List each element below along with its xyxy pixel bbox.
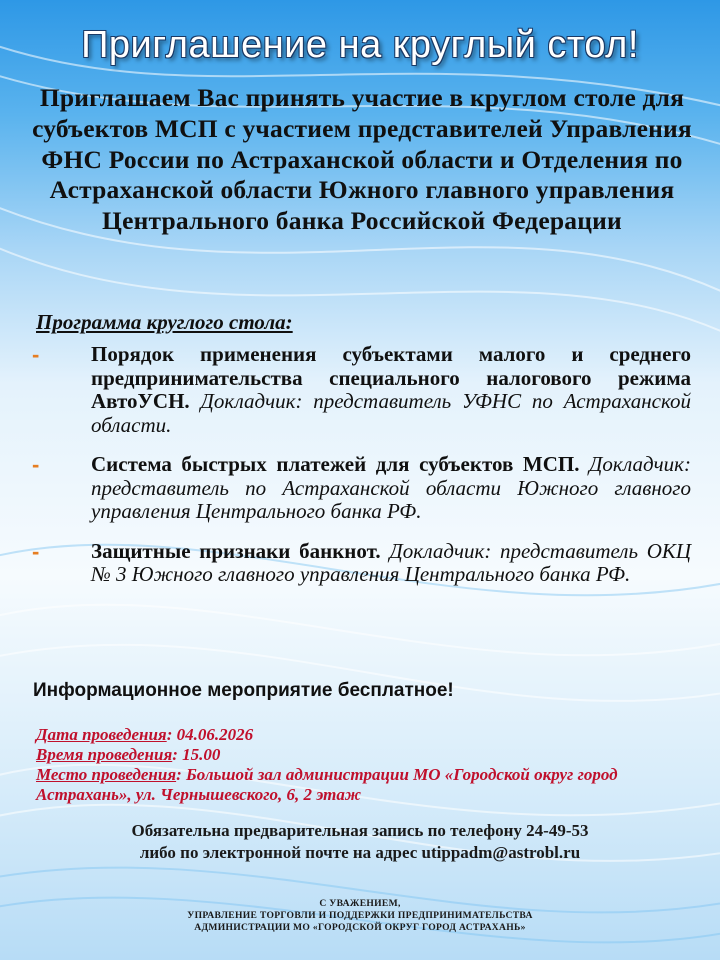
program-item-speaker: Докладчик: представитель по Астраханской области Южного главного управления Центрального банка РФ.: [91, 452, 691, 523]
time-label: Время проведения: [36, 745, 173, 764]
program-item: [0, 343, 691, 437]
program-title: Программа круглого стола:: [36, 310, 293, 334]
list-bullet: -: [32, 342, 40, 367]
signature-department: УПРАВЛЕНИЕ ТОРГОВЛИ И ПОДДЕРЖКИ ПРЕДПРИНИМАТЕЛЬСТВА: [187, 910, 533, 921]
program-item-topic: Защитные признаки банкнот.: [91, 538, 381, 563]
date-value: : 04.06.2026: [166, 725, 254, 744]
registration-phone: Обязательна предварительная запись по телефону 24-49-53: [131, 821, 589, 840]
place-value: : Большой зал администрации МО «Городской округ город Астрахань», ул. Чернышевского, 6, 2 этаж: [36, 765, 618, 804]
program-item-text: [91, 453, 691, 524]
program-item-text: [91, 343, 691, 437]
program-item-topic: Система быстрых платежей для субъектов МСП.: [91, 452, 580, 476]
event-date: [36, 725, 696, 745]
program-item-text: [91, 540, 691, 587]
page-title: Приглашение на круглый стол!: [81, 24, 639, 66]
signature-greeting: С УВАЖЕНИЕМ,: [319, 898, 401, 909]
signature-administration: АДМИНИСТРАЦИИ МО «ГОРОДСКОЙ ОКРУГ ГОРОД АСТРАХАНЬ»: [194, 922, 526, 933]
event-details: [36, 725, 696, 805]
program-item: [0, 453, 691, 524]
time-value: : 15.00: [172, 745, 221, 764]
free-event-note: Информационное мероприятие бесплатное!: [33, 680, 454, 701]
invitation-text: Приглашаем Вас принять участие в круглом столе для субъектов МСП с участием представителей Управления ФНС России по Астраханской области и Отделения по Астраханской области Южного главного управления Центрального банка Российской Федерации: [32, 83, 692, 236]
registration-info: [0, 820, 720, 864]
program-item-speaker: Докладчик: представитель ОКЦ № 3 Южного главного управления Центрального банка РФ.: [91, 538, 692, 586]
program-item-speaker: Докладчик: представитель УФНС по Астраханской области.: [91, 389, 692, 437]
program-item: [0, 540, 691, 587]
event-place: [36, 765, 696, 805]
program-list: [0, 343, 720, 603]
place-label: Место проведения: [36, 765, 177, 784]
registration-email: либо по электронной почте на адрес utippadm@astrobl.ru: [139, 843, 581, 862]
list-bullet: -: [32, 452, 40, 477]
program-item-topic: Порядок применения субъектами малого и среднего предпринимательства специального налогового режима АвтоУСН.: [91, 342, 691, 413]
event-time: [36, 745, 696, 765]
list-bullet: -: [32, 538, 40, 564]
signature-block: [0, 898, 720, 934]
date-label: Дата проведения: [36, 725, 167, 744]
